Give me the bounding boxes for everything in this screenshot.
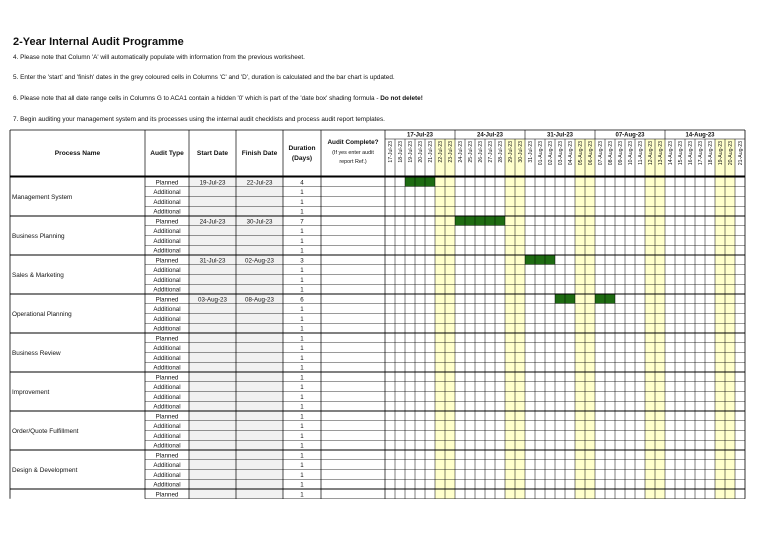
duration-cell: 4: [300, 179, 304, 187]
duration-cell: 1: [300, 481, 304, 489]
header-start-date: Start Date: [196, 150, 229, 157]
audit-type-cell: Additional: [153, 286, 181, 294]
duration-cell: 1: [300, 267, 304, 274]
day-label: 06-Aug-23: [588, 141, 594, 166]
day-label: 27-Jul-23: [488, 141, 494, 163]
gantt-bar-cell: [555, 295, 565, 304]
duration-cell: 1: [300, 228, 304, 235]
note-6-warning: Do not delete!: [380, 95, 423, 102]
day-label: 20-Aug-23: [728, 141, 734, 166]
audit-type-cell: Additional: [153, 432, 181, 440]
duration-cell: 6: [300, 296, 304, 304]
day-label: 05-Aug-23: [578, 141, 584, 166]
duration-cell: 1: [300, 403, 304, 411]
page-title: 2-Year Internal Audit Programme: [13, 36, 184, 48]
day-label: 09-Aug-23: [618, 141, 624, 166]
start-date-cell: 31-Jul-23: [199, 257, 226, 265]
audit-type-cell: Additional: [153, 189, 181, 196]
audit-type-cell: Additional: [153, 267, 181, 274]
day-label: 20-Jul-23: [418, 141, 424, 163]
audit-type-cell: Additional: [153, 208, 181, 216]
start-date-cell: 03-Aug-23: [198, 296, 227, 304]
day-label: 04-Aug-23: [568, 141, 574, 166]
day-label: 14-Aug-23: [668, 141, 674, 166]
process-name: Sales & Marketing: [12, 272, 64, 279]
process-name: Order/Quote Fulfillment: [12, 428, 79, 435]
duration-cell: 1: [300, 335, 304, 343]
day-label: 21-Jul-23: [428, 141, 434, 163]
gantt-bar-cell: [465, 217, 475, 226]
audit-type-cell: Additional: [153, 198, 181, 206]
audit-type-cell: Planned: [155, 218, 179, 226]
note-7: 7. Begin auditing your management system and its processes using the internal audit checklists and process audit report templates.: [13, 116, 385, 123]
duration-cell: 1: [300, 384, 304, 391]
day-label: 31-Jul-23: [528, 141, 534, 163]
audit-type-cell: Planned: [155, 335, 179, 343]
note-5: 5. Enter the 'start' and 'finish' dates in the grey coloured cells in Columns 'C' and 'D', duration is calculated and the bar chart is updated.: [13, 74, 395, 81]
gantt-bar-cell: [405, 178, 415, 187]
header-finish-date: Finish Date: [241, 150, 278, 157]
day-label: 19-Jul-23: [408, 141, 414, 163]
finish-date-cell: 08-Aug-23: [245, 296, 274, 304]
day-label: 10-Aug-23: [628, 141, 634, 166]
gantt-bar-cell: [565, 295, 575, 304]
day-label: 13-Aug-23: [658, 141, 664, 166]
week-label: 14-Aug-23: [685, 132, 715, 139]
finish-date-cell: 22-Jul-23: [246, 179, 273, 187]
day-label: 12-Aug-23: [648, 141, 654, 166]
day-label: 03-Aug-23: [558, 141, 564, 166]
gantt-bar-cell: [495, 217, 505, 226]
header-audit-complete-hint-2: report Ref.): [339, 159, 367, 165]
note-4: 4. Please note that Column 'A' will automatically populate with information from the previous worksheet.: [13, 54, 305, 61]
duration-cell: 1: [300, 423, 304, 430]
day-label: 16-Aug-23: [688, 141, 694, 166]
audit-type-cell: Planned: [155, 374, 179, 382]
duration-cell: 1: [300, 354, 304, 362]
day-label: 11-Aug-23: [638, 141, 644, 165]
weekend-column: [585, 139, 595, 499]
weekend-column: [515, 139, 525, 499]
audit-type-cell: Additional: [153, 306, 181, 313]
duration-cell: 7: [300, 218, 304, 226]
day-label: 17-Jul-23: [388, 141, 394, 163]
process-name: Business Planning: [12, 233, 65, 240]
duration-cell: 1: [300, 276, 304, 284]
gantt-bar-cell: [595, 295, 605, 304]
weekend-column: [655, 139, 665, 499]
week-label: 24-Jul-23: [476, 132, 504, 139]
audit-type-cell: Additional: [153, 228, 181, 235]
audit-type-cell: Additional: [153, 237, 181, 245]
week-label: 17-Jul-23: [406, 132, 434, 139]
duration-cell: 1: [300, 286, 304, 294]
week-label: 31-Jul-23: [546, 132, 574, 139]
duration-cell: 1: [300, 393, 304, 401]
gantt-bar-cell: [455, 217, 465, 226]
process-name: Design & Development: [12, 467, 78, 474]
header-duration-unit: (Days): [291, 155, 313, 162]
finish-date-cell: 30-Jul-23: [246, 218, 273, 226]
gantt-bar-cell: [545, 256, 555, 265]
day-label: 30-Jul-23: [518, 141, 524, 163]
header-audit-type: Audit Type: [150, 150, 184, 157]
start-date-cell: 24-Jul-23: [199, 218, 226, 226]
day-label: 18-Aug-23: [708, 141, 714, 166]
day-label: 01-Aug-23: [538, 141, 544, 166]
process-name: Management System: [12, 194, 73, 201]
duration-cell: 1: [300, 198, 304, 206]
audit-type-cell: Planned: [155, 179, 179, 187]
audit-type-cell: Additional: [153, 345, 181, 352]
audit-type-cell: Additional: [153, 315, 181, 323]
audit-type-cell: Additional: [153, 423, 181, 430]
day-label: 02-Aug-23: [548, 141, 554, 166]
duration-cell: 1: [300, 306, 304, 313]
audit-type-cell: Planned: [155, 257, 179, 265]
day-label: 29-Jul-23: [508, 141, 514, 163]
audit-type-cell: Additional: [153, 354, 181, 362]
gantt-bar-cell: [415, 178, 425, 187]
day-label: 24-Jul-23: [458, 141, 464, 163]
duration-cell: 1: [300, 364, 304, 372]
audit-type-cell: Additional: [153, 247, 181, 255]
duration-cell: 1: [300, 413, 304, 421]
audit-type-cell: Planned: [155, 491, 179, 499]
gantt-bar-cell: [485, 217, 495, 226]
day-label: 18-Jul-23: [398, 141, 404, 163]
audit-type-cell: Planned: [155, 296, 179, 304]
audit-type-cell: Additional: [153, 393, 181, 401]
audit-type-cell: Additional: [153, 384, 181, 391]
day-label: 21-Aug-23: [738, 141, 744, 166]
day-label: 07-Aug-23: [598, 141, 604, 166]
duration-cell: 1: [300, 491, 304, 499]
duration-cell: 1: [300, 471, 304, 479]
day-label: 22-Jul-23: [438, 141, 444, 163]
gantt-bar-cell: [605, 295, 615, 304]
duration-cell: 1: [300, 208, 304, 216]
duration-cell: 1: [300, 374, 304, 382]
duration-cell: 1: [300, 237, 304, 245]
weekend-column: [645, 139, 655, 499]
audit-type-cell: Additional: [153, 403, 181, 411]
note-6-text: 6. Please note that all date range cells in Columns G to ACA1 contain a hidden '0' which is part of the 'date box' shading formula -: [13, 95, 381, 102]
audit-type-cell: Additional: [153, 462, 181, 469]
duration-cell: 1: [300, 462, 304, 469]
duration-cell: 1: [300, 432, 304, 440]
day-label: 26-Jul-23: [478, 141, 484, 163]
duration-cell: 1: [300, 325, 304, 333]
duration-cell: 1: [300, 247, 304, 255]
weekend-column: [725, 139, 735, 499]
duration-cell: 1: [300, 345, 304, 352]
duration-cell: 1: [300, 442, 304, 450]
duration-cell: 1: [300, 315, 304, 323]
audit-type-cell: Planned: [155, 413, 179, 421]
duration-cell: 3: [300, 257, 304, 265]
audit-type-cell: Additional: [153, 481, 181, 489]
audit-type-cell: Additional: [153, 442, 181, 450]
duration-cell: 1: [300, 189, 304, 196]
gantt-bar-cell: [525, 256, 535, 265]
weekend-column: [715, 139, 725, 499]
header-audit-complete: Audit Complete?: [327, 139, 379, 146]
finish-date-cell: 02-Aug-23: [245, 257, 274, 265]
day-label: 08-Aug-23: [608, 141, 614, 166]
day-label: 15-Aug-23: [678, 141, 684, 166]
weekend-column: [445, 139, 455, 499]
day-label: 25-Jul-23: [468, 141, 474, 163]
gantt-bar-cell: [475, 217, 485, 226]
header-process-name: Process Name: [54, 150, 101, 157]
process-name: Business Review: [12, 350, 61, 357]
audit-type-cell: Additional: [153, 471, 181, 479]
gantt-bar-cell: [425, 178, 435, 187]
day-label: 28-Jul-23: [498, 141, 504, 163]
day-label: 17-Aug-23: [698, 141, 704, 166]
audit-type-cell: Additional: [153, 364, 181, 372]
weekend-column: [575, 139, 585, 499]
weekend-column: [505, 139, 515, 499]
process-name: Operational Planning: [12, 311, 72, 318]
audit-type-cell: Additional: [153, 325, 181, 333]
header-duration: Duration: [288, 145, 316, 152]
header-audit-complete-hint: (If yes enter audit: [332, 150, 374, 156]
start-date-cell: 19-Jul-23: [199, 179, 226, 187]
day-label: 19-Aug-23: [718, 141, 724, 166]
gantt-bar-cell: [535, 256, 545, 265]
weekend-column: [435, 139, 445, 499]
audit-type-cell: Planned: [155, 452, 179, 460]
duration-cell: 1: [300, 452, 304, 460]
audit-type-cell: Additional: [153, 276, 181, 284]
day-label: 23-Jul-23: [448, 141, 454, 163]
process-name: Improvement: [12, 389, 50, 396]
week-label: 07-Aug-23: [615, 132, 645, 139]
